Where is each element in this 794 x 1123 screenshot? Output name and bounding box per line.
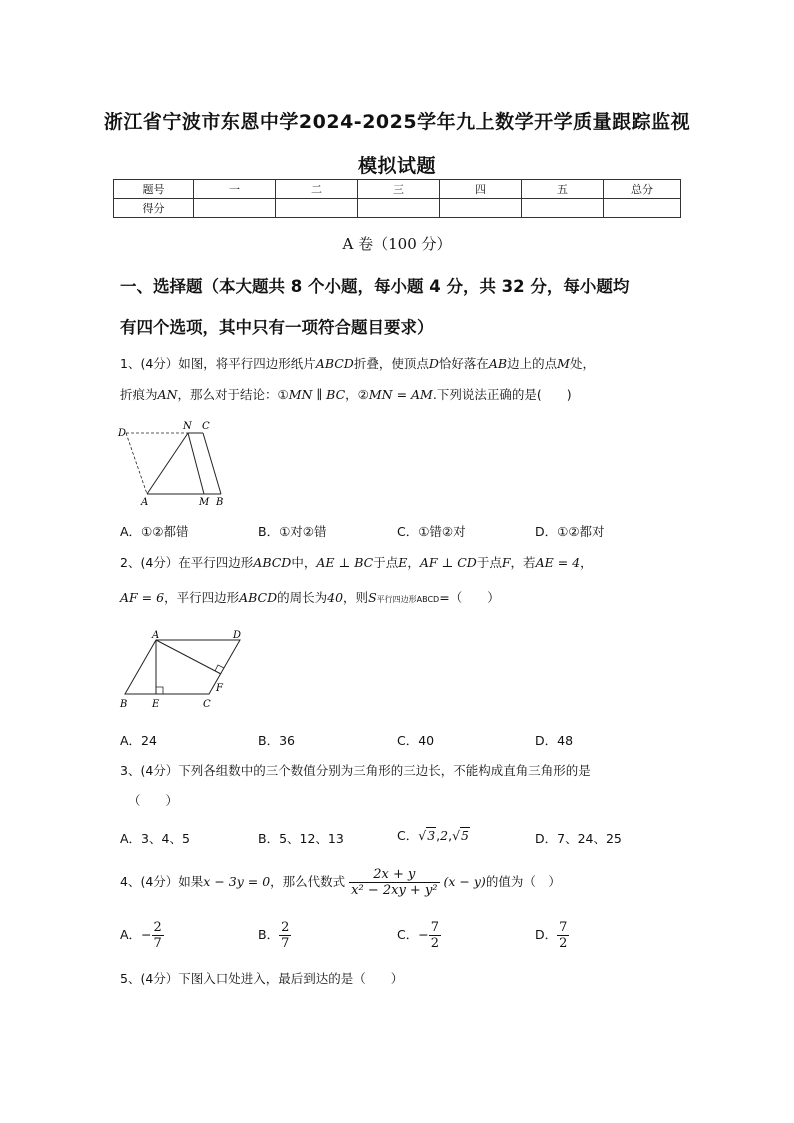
- q2-text: 于点: [373, 555, 399, 570]
- q3-option-d[interactable]: D．7、24、25: [535, 831, 622, 846]
- option-label: C．: [397, 927, 419, 942]
- label-m: M: [199, 497, 210, 508]
- q1-math: M: [557, 356, 570, 371]
- q2-line1: [120, 553, 593, 571]
- segment-af: [156, 640, 221, 674]
- fraction-denominator: 7: [281, 936, 290, 951]
- option-label: A．: [120, 927, 142, 942]
- q1-text: ，②: [345, 387, 369, 402]
- q4-text: ，那么代数式: [270, 874, 346, 889]
- option-fraction: [279, 920, 291, 951]
- score-cell[interactable]: [522, 199, 604, 218]
- q1-text: 折叠，使顶点: [353, 356, 429, 371]
- q1-math: MN ∥ BC: [288, 387, 346, 402]
- q2-option-c[interactable]: C．40: [397, 733, 435, 748]
- radicand: 3: [427, 828, 436, 843]
- q1-option-b[interactable]: B．①对②错: [258, 524, 327, 539]
- score-table-score-row: [114, 199, 681, 218]
- header-cell: 题号: [114, 180, 194, 199]
- section1-heading-line2: 有四个选项，其中只有一项符合题目要求）: [120, 318, 434, 337]
- score-cell[interactable]: [358, 199, 440, 218]
- score-cell[interactable]: [194, 199, 276, 218]
- score-cell[interactable]: [604, 199, 681, 218]
- q2-text: 的周长为: [277, 590, 328, 605]
- option-fraction: [429, 920, 441, 951]
- label-d: D: [118, 428, 127, 439]
- q4-option-b[interactable]: [258, 920, 291, 951]
- q2-math: E: [398, 555, 408, 570]
- fraction-denominator: 2: [559, 936, 568, 951]
- q4-option-c[interactable]: [397, 920, 441, 951]
- label-f: F: [216, 683, 223, 694]
- fraction-denominator: 7: [153, 936, 162, 951]
- segment-nm: [188, 433, 204, 494]
- score-cell[interactable]: [440, 199, 522, 218]
- q2-math: AE ⊥ BC: [316, 555, 374, 570]
- fraction-denominator: x² − 2xy + y²: [351, 883, 438, 898]
- q3-option-a[interactable]: A．3、4、5: [120, 831, 190, 846]
- q2-math: ABCD: [239, 590, 278, 605]
- q2-text: ，则: [343, 590, 369, 605]
- option-fraction: [557, 920, 569, 951]
- header-cell: 三: [358, 180, 440, 199]
- q2-math: S: [368, 590, 377, 605]
- option-sign: −: [418, 927, 429, 942]
- q2-text: ，若: [510, 555, 536, 570]
- label-b: B: [216, 497, 224, 508]
- q2-text: 2、(4分）在平行四边形: [120, 555, 254, 570]
- q3-line2: （ ）: [128, 793, 179, 808]
- q2-text: 中，: [291, 555, 317, 570]
- header-cell: 总分: [604, 180, 681, 199]
- q3-option-b[interactable]: B．5、12、13: [258, 831, 344, 846]
- section1-heading-line1: 一、选择题（本大题共 8 个小题，每小题 4 分，共 32 分，每小题均: [120, 277, 630, 296]
- q4-fraction: [349, 867, 439, 898]
- q3-line1: 3、(4分）下列各组数中的三个数值分别为三角形的三边长，不能构成直角三角形的是: [120, 763, 591, 778]
- q1-text: 1、(4分）如图，将平行四边形纸片: [120, 356, 316, 371]
- q3-option-c[interactable]: C．√3,2,√5: [397, 828, 469, 843]
- q1-text: ，那么对于结论：①: [177, 387, 289, 402]
- q5-line: 5、(4分）下图入口处进入，最后到达的是（ ）: [120, 971, 404, 986]
- q1-option-c[interactable]: C．①错②对: [397, 524, 466, 539]
- q2-subscript: 平行四边形ABCD: [376, 595, 440, 604]
- q1-figure: [116, 418, 236, 510]
- q4-option-a[interactable]: [120, 920, 164, 951]
- q2-math: AF = 6: [120, 590, 165, 605]
- label-b: B: [120, 699, 128, 710]
- q1-math: D: [428, 356, 439, 371]
- score-cell[interactable]: [276, 199, 358, 218]
- section-a-heading: A 卷（100 分）: [342, 235, 452, 253]
- q2-text: ，: [407, 555, 420, 570]
- option-sign: −: [141, 927, 152, 942]
- page-title-line1: 浙江省宁波市东恩中学2024-2025学年九上数学开学质量跟踪监视: [103, 111, 691, 133]
- option-fraction: [152, 920, 164, 951]
- q4-math: (x − y): [443, 874, 486, 889]
- q2-math: F: [501, 555, 511, 570]
- sqrt-icon: √: [452, 828, 461, 843]
- fraction-numerator: 2x + y: [373, 867, 416, 882]
- q2-option-d[interactable]: D．48: [535, 733, 574, 748]
- q2-text: =（ ）: [439, 590, 500, 605]
- sqrt-icon: √: [418, 828, 427, 843]
- q2-option-b[interactable]: B．36: [258, 733, 295, 748]
- header-cell: 四: [440, 180, 522, 199]
- section1-heading: [120, 266, 680, 348]
- q4-text: 4、(4分）如果: [120, 874, 204, 889]
- option-value: 2: [440, 828, 449, 843]
- q4-option-d[interactable]: [535, 920, 569, 951]
- q2-text: ，平行四边形: [164, 590, 240, 605]
- label-a: A: [152, 630, 160, 641]
- q1-math: ABCD: [315, 356, 354, 371]
- fraction-numerator: 2: [153, 920, 162, 935]
- q1-option-a[interactable]: A．①②都错: [120, 524, 189, 539]
- option-label: B．: [258, 927, 280, 942]
- segment-cb: [203, 433, 221, 494]
- option-label: C．: [397, 828, 419, 843]
- fraction-denominator: 2: [430, 936, 439, 951]
- segment-an: [147, 433, 188, 494]
- q2-option-a[interactable]: A．24: [120, 733, 157, 748]
- fraction-numerator: 2: [281, 920, 290, 935]
- label-d: D: [233, 630, 242, 641]
- option-label: D．: [535, 927, 558, 942]
- q2-math: ABCD: [253, 555, 292, 570]
- label-e: E: [152, 699, 160, 710]
- fold-dashed-line: [126, 433, 147, 494]
- page-title-line2: 模拟试题: [357, 155, 436, 177]
- q2-math: AE = 4: [535, 555, 581, 570]
- q1-option-d[interactable]: D．①②都对: [535, 524, 605, 539]
- q2-math: AF ⊥ CD: [419, 555, 477, 570]
- label-c: C: [203, 699, 211, 710]
- q1-line1: [120, 354, 595, 372]
- label-n: N: [183, 421, 192, 432]
- label-a: A: [141, 497, 149, 508]
- q4-math: x − 3y = 0: [203, 874, 271, 889]
- q4-text: 的值为（ ）: [485, 874, 561, 889]
- row-label-cell: 得分: [114, 199, 194, 218]
- label-c: C: [202, 421, 210, 432]
- radicand: 5: [461, 828, 469, 843]
- q1-math: MN = AM: [368, 387, 433, 402]
- q2-text: ，: [580, 555, 593, 570]
- score-table-header-row: [114, 180, 681, 199]
- q1-text: 处，: [569, 356, 595, 371]
- q1-math: AN: [157, 387, 178, 402]
- fraction-numerator: 7: [559, 920, 568, 935]
- q1-math: AB: [488, 356, 508, 371]
- q2-text: 于点: [476, 555, 502, 570]
- q4-line: [120, 867, 561, 898]
- q1-text: 恰好落在: [438, 356, 489, 371]
- header-cell: 五: [522, 180, 604, 199]
- q1-line2: [120, 385, 572, 403]
- q1-text: 折痕为: [120, 387, 158, 402]
- score-table: [113, 179, 681, 218]
- q2-line2: [120, 588, 500, 606]
- q1-text: 边上的点: [507, 356, 558, 371]
- q2-figure: [116, 628, 256, 712]
- fraction-numerator: 7: [430, 920, 439, 935]
- header-cell: 一: [194, 180, 276, 199]
- q1-text: .下列说法正确的是( ): [432, 387, 572, 402]
- header-cell: 二: [276, 180, 358, 199]
- right-angle-mark-e: [156, 687, 163, 694]
- q2-math: 40: [327, 590, 344, 605]
